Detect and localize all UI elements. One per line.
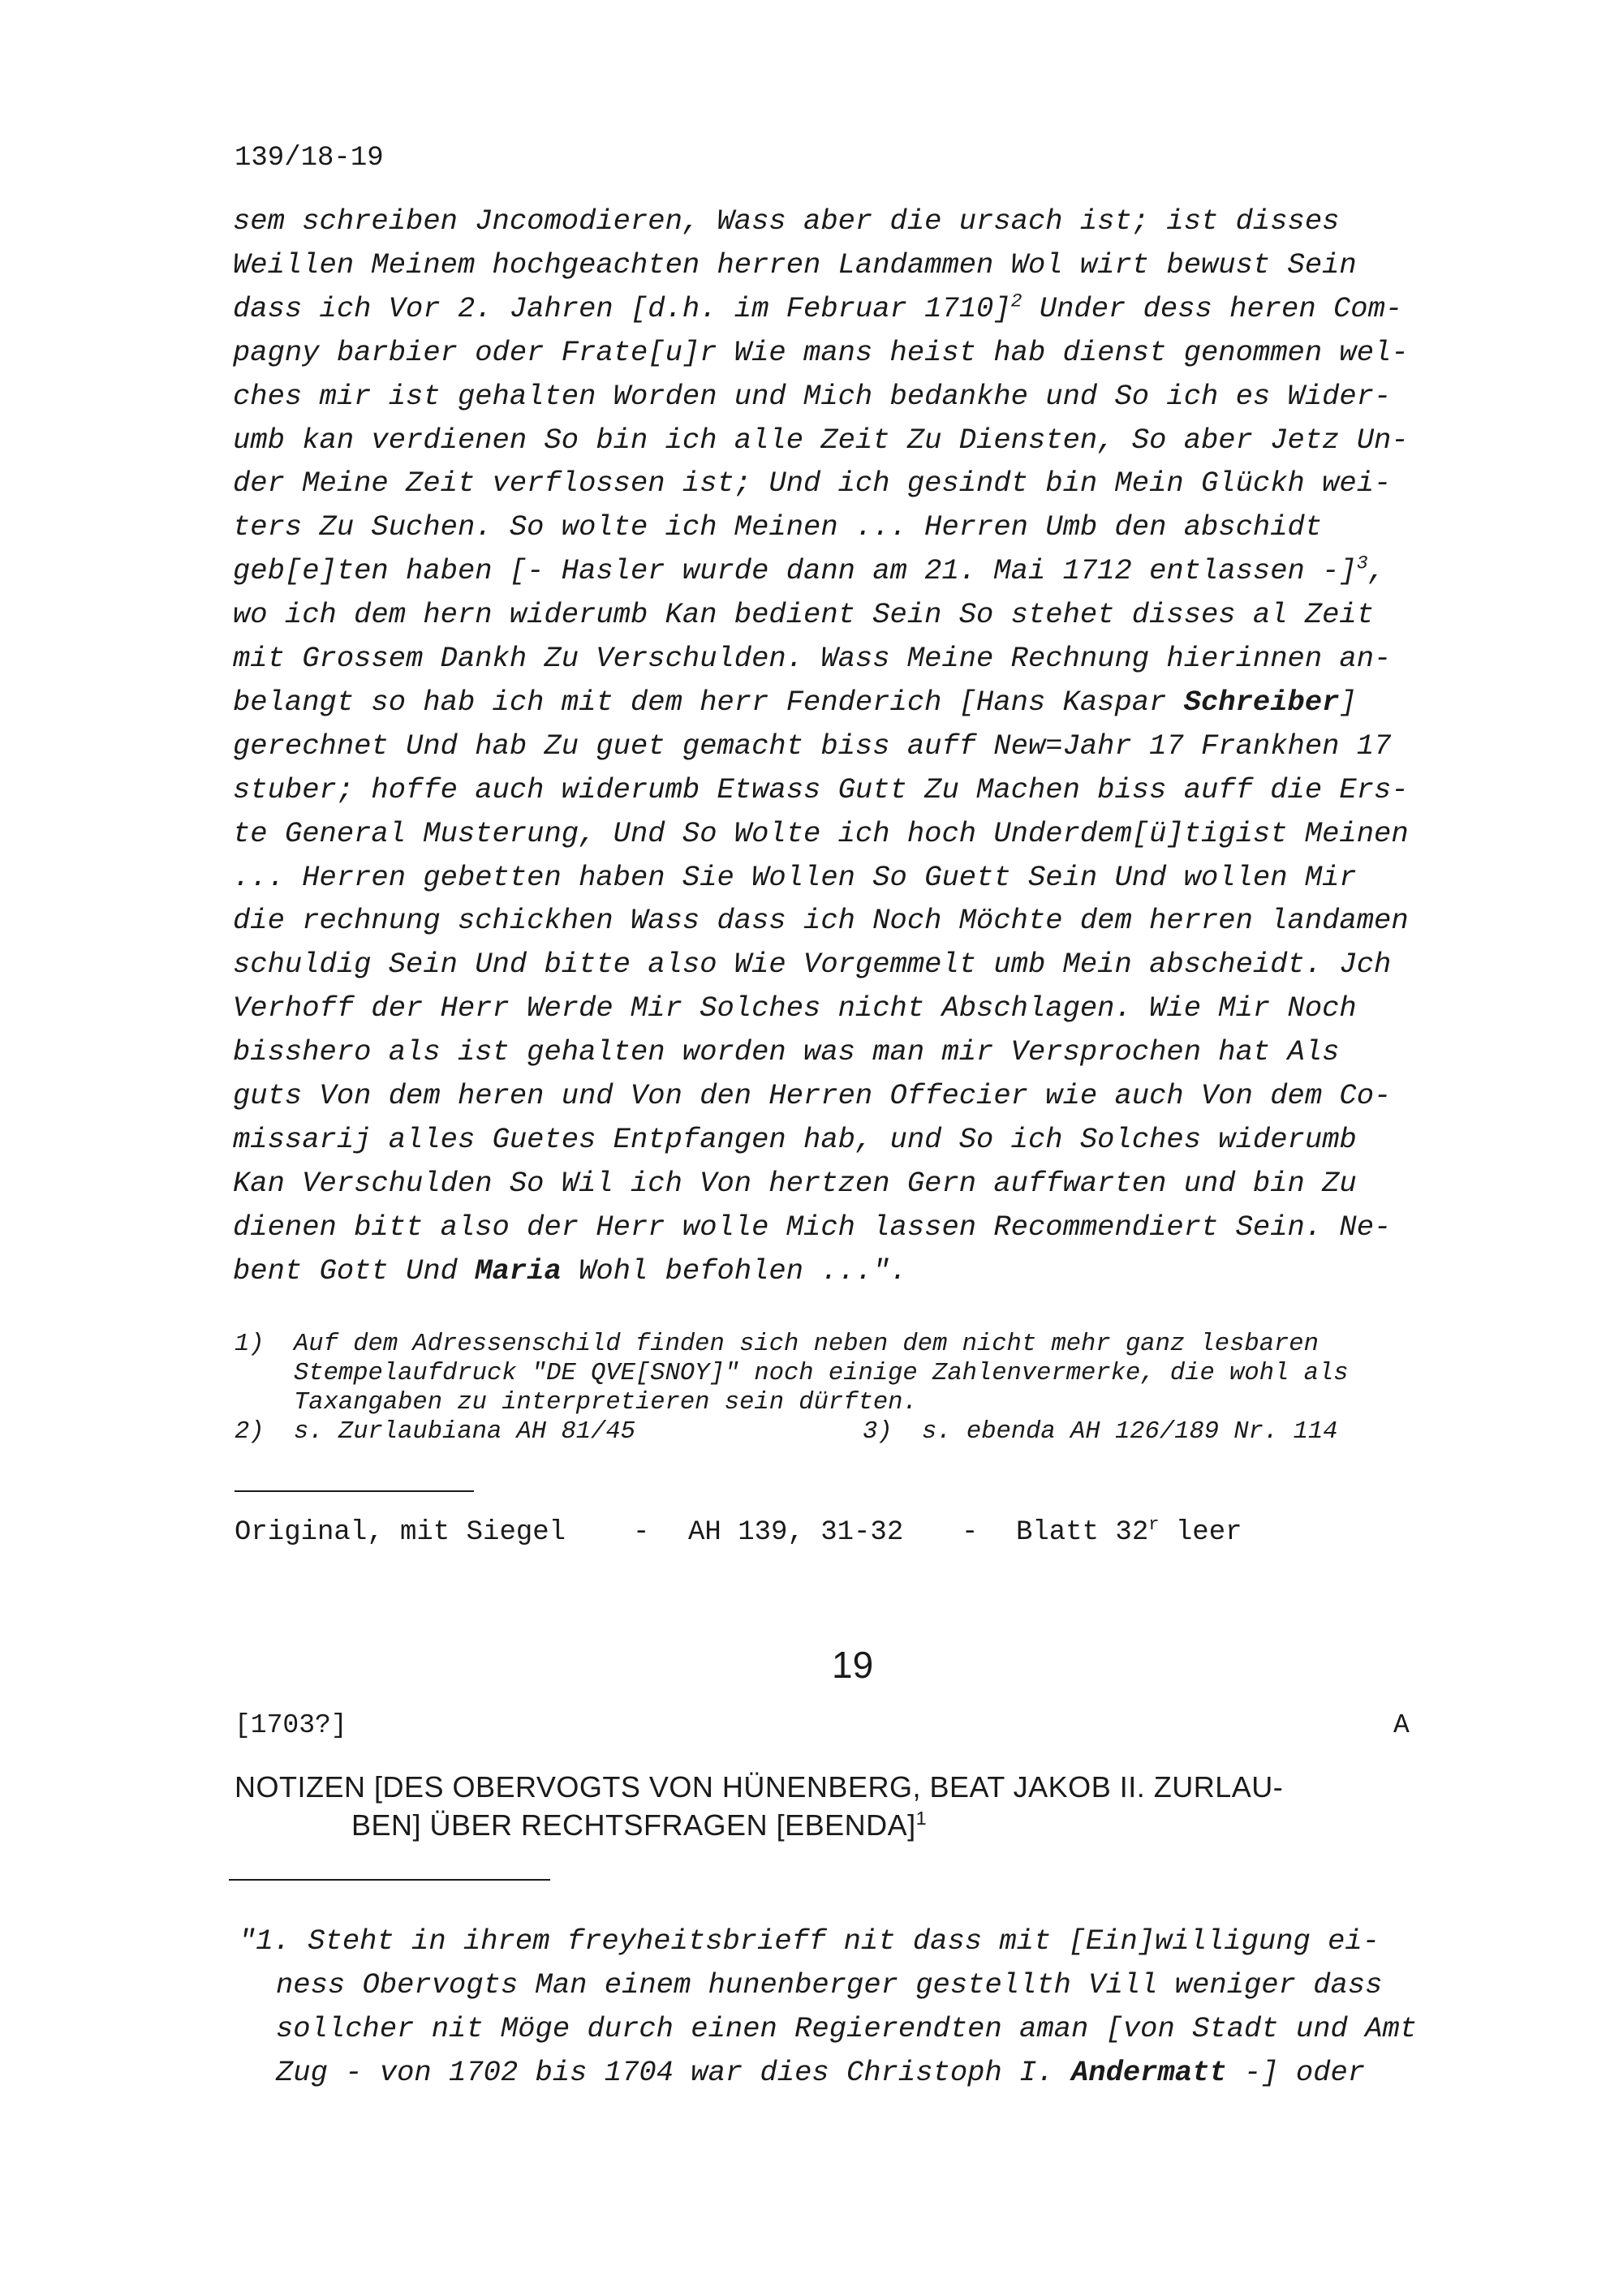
body-line — [233, 773, 1409, 806]
body-line-text: ... Herren gebetten haben Sie Wollen So Guett Sein Und wollen Mir — [233, 860, 1357, 894]
body-line-text: der Meine Zeit verflossen ist; Und ich gesindt bin Mein Glückh wei- — [233, 467, 1392, 501]
footnote-3-number: 3) — [863, 1418, 893, 1446]
body-line — [233, 510, 1322, 544]
body-line — [233, 1254, 907, 1288]
body-line — [233, 554, 1385, 587]
body-line-emphasis: Maria — [475, 1253, 562, 1288]
doc19-line-4-name: Andermatt — [1070, 2056, 1227, 2089]
source-dash-1: - — [633, 1517, 650, 1548]
footnote-reference: 2 — [1010, 290, 1022, 312]
body-line-tail: ] — [1339, 685, 1357, 719]
body-line-text: Verhoff der Herr Werde Mir Solches nicht Abschlagen. Wie Mir Noch — [233, 991, 1357, 1025]
body-line — [233, 1210, 1391, 1244]
footnote-reference: 3 — [1356, 553, 1368, 574]
source-folio-label: Blatt 32 — [1016, 1517, 1149, 1548]
body-line-text: pagny barbier oder Frate[u]r Wie mans heist hab dienst genommen wel- — [233, 335, 1409, 369]
body-line-text: sem schreiben Jncomodieren, Wass aber die ursach ist; ist disses — [233, 204, 1340, 238]
document-title-line-1: NOTIZEN [DES OBERVOGTS VON HÜNENBERG, BEAT JAKOB II. ZURLAU- — [235, 1770, 1284, 1804]
body-line — [233, 686, 1357, 719]
body-line-text: ters Zu Suchen. So wolte ich Meinen ... Herren Umb den abschidt — [233, 510, 1323, 544]
body-line-text: Weillen Meinem hochgeachten herren Landammen Wol wirt bewust Sein — [233, 247, 1357, 282]
body-line — [233, 336, 1409, 369]
body-line-text: dienen bitt also der Herr wolle Mich lassen Recommendiert Sein. Ne- — [233, 1210, 1392, 1244]
source-dash-2: - — [962, 1517, 979, 1548]
footnote-1-line-1: Auf dem Adressenschild finden sich neben dem nicht mehr ganz lesbaren — [294, 1331, 1319, 1358]
body-line-tail: Wohl befohlen ...". — [561, 1253, 907, 1288]
body-line — [233, 729, 1391, 763]
title-divider — [229, 1879, 550, 1881]
source-archive-ref: AH 139, 31-32 — [688, 1517, 904, 1548]
page-reference: 139/18-19 — [235, 143, 384, 174]
doc19-line-3: sollcher nit Möge durch einen Regierendten aman [von Stadt und Amt — [276, 2012, 1418, 2045]
doc19-line-4 — [276, 2056, 1365, 2089]
source-original: Original, mit Siegel — [235, 1517, 566, 1548]
body-line — [233, 1167, 1357, 1200]
footnote-divider — [235, 1490, 474, 1492]
body-line — [233, 861, 1357, 894]
doc19-line-4-start: Zug - von 1702 bis 1704 war dies Christoph I. — [276, 2056, 1071, 2089]
document-number: 19 — [832, 1644, 874, 1686]
body-line — [233, 380, 1391, 413]
body-line — [233, 467, 1391, 500]
body-line — [233, 424, 1409, 457]
body-line-text: gerechnet Und hab Zu guet gemacht biss auff New=Jahr 17 Frankhen 17 — [233, 729, 1392, 763]
body-line-text: missarij alles Guetes Entpfangen hab, und So ich Solches widerumb — [233, 1122, 1357, 1156]
body-line-text: ches mir ist gehalten Worden und Mich bedankhe und So ich es Wider- — [233, 379, 1392, 413]
body-line — [233, 248, 1357, 282]
doc19-line-2: ness Obervogts Man einem hunenberger gestellth Vill weniger dass — [276, 1968, 1383, 2001]
body-line — [233, 948, 1391, 981]
body-line-text: Kan Verschulden So Wil ich Von hertzen Gern auffwarten und bin Zu — [233, 1166, 1357, 1200]
document-title-text: BEN] ÜBER RECHTSFRAGEN [EBENDA] — [351, 1808, 916, 1842]
body-line-text: die rechnung schickhen Wass dass ich Noch Möchte dem herren landamen — [233, 904, 1409, 938]
body-line-text: mit Grossem Dankh Zu Verschulden. Wass Meine Rechnung hierinnen an- — [233, 642, 1392, 675]
body-line — [233, 292, 1402, 325]
source-folio-status: leer — [1159, 1517, 1242, 1548]
document-date: [1703?] — [235, 1710, 347, 1740]
document-title-line-2 — [351, 1808, 927, 1842]
source-folio — [1016, 1514, 1242, 1548]
footnote-1-number: 1) — [235, 1331, 265, 1358]
body-line-text: stuber; hoffe auch widerumb Etwass Gutt Zu Machen biss auff die Ers- — [233, 772, 1409, 806]
body-line — [233, 1123, 1357, 1156]
body-line — [233, 204, 1339, 238]
body-line — [233, 817, 1409, 850]
source-folio-recto: r — [1148, 1514, 1160, 1535]
body-line — [233, 991, 1357, 1025]
footnote-2-text: s. Zurlaubiana AH 81/45 — [294, 1418, 635, 1446]
body-line-text: wo ich dem hern widerumb Kan bedient Sein So stehet disses al Zeit — [233, 598, 1375, 632]
body-line-text: umb kan verdienen So bin ich alle Zeit Zu Diensten, So aber Jetz Un- — [233, 423, 1409, 457]
body-line — [233, 642, 1391, 675]
body-line — [233, 1079, 1391, 1112]
document-category: A — [1393, 1710, 1410, 1740]
document-title-footnote-ref: 1 — [915, 1808, 928, 1829]
body-line-tail: Under dess heren Com- — [1022, 291, 1403, 325]
body-line-text: geb[e]ten haben [- Hasler wurde dann am 21. Mai 1712 entlassen -] — [233, 554, 1357, 588]
body-line — [233, 598, 1374, 631]
footnote-2-number: 2) — [235, 1418, 265, 1446]
footnote-1-line-2: Stempelaufdruck "DE QVE[SNOY]" noch einige Zahlenvermerke, die wohl als — [294, 1360, 1349, 1387]
body-line-text: bisshero als ist gehalten worden was man mir Versprochen hat Als — [233, 1035, 1340, 1069]
body-line-text: bent Gott Und — [233, 1253, 476, 1288]
body-line — [233, 1035, 1339, 1068]
body-line-text: schuldig Sein Und bitte also Wie Vorgemmelt umb Mein abscheidt. Jch — [233, 948, 1392, 982]
body-line-text: te General Musterung, Und So Wolte ich hoch Underdem[ü]tigist Meinen — [233, 816, 1409, 850]
body-line-text: belangt so hab ich mit dem herr Fenderich [Hans Kaspar — [233, 685, 1184, 719]
body-line-text: guts Von dem heren und Von den Herren Offecier wie auch Von dem Co- — [233, 1079, 1392, 1112]
doc19-line-1: "1. Steht in ihrem freyheitsbrieff nit dass mit [Ein]willigung ei- — [239, 1924, 1380, 1958]
doc19-line-4-end: -] oder — [1226, 2056, 1366, 2089]
body-line-text: dass ich Vor 2. Jahren [d.h. im Februar 1710] — [233, 291, 1011, 325]
body-line-tail: , — [1367, 554, 1385, 588]
body-line — [233, 904, 1409, 937]
footnote-1-line-3: Taxangaben zu interpretieren sein dürften. — [294, 1389, 918, 1417]
footnote-3-text: s. ebenda AH 126/189 Nr. 114 — [922, 1418, 1338, 1446]
body-line-emphasis: Schreiber — [1183, 685, 1340, 719]
